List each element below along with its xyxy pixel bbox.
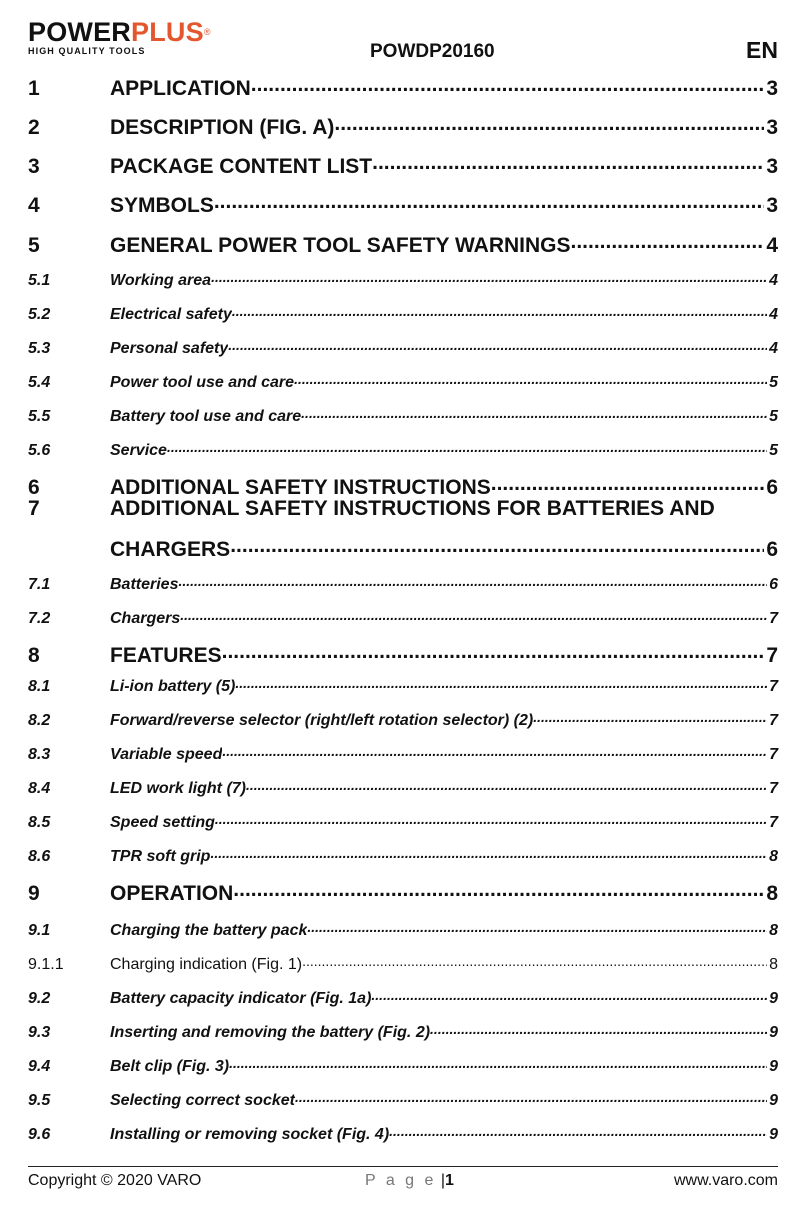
dot-leader	[246, 777, 767, 793]
toc-entry-page: 6	[769, 576, 778, 593]
toc-entry[interactable]	[28, 191, 778, 218]
toc-entry-title: Li-ion battery (5)	[110, 678, 236, 695]
dot-leader	[302, 953, 767, 969]
toc-entry-title: Speed setting	[110, 814, 215, 831]
toc-entry-page: 9	[769, 990, 778, 1007]
toc-entry-page: 8	[769, 922, 778, 939]
dot-leader	[307, 919, 767, 935]
dot-leader	[211, 269, 767, 285]
toc-entry-number: 8.2	[28, 712, 51, 729]
toc-entry-page: 4	[769, 340, 778, 357]
toc-entry[interactable]	[28, 919, 778, 940]
toc-entry-number: 5.3	[28, 340, 51, 357]
toc-entry-number: 9.3	[28, 1024, 51, 1041]
dot-leader	[222, 743, 767, 759]
toc-entry-title: Selecting correct socket	[110, 1092, 295, 1109]
toc-entry-title: Charging the battery pack	[110, 922, 308, 939]
website-link[interactable]: www.varo.com	[673, 1172, 778, 1189]
toc-entry-title: Variable speed	[110, 746, 223, 763]
toc-entry-title: Chargers	[110, 610, 181, 627]
page-separator: |	[440, 1172, 446, 1189]
toc-entry[interactable]	[28, 152, 778, 179]
footer-divider	[28, 1166, 778, 1167]
toc-entry[interactable]	[28, 1123, 778, 1144]
toc-entry[interactable]	[28, 987, 778, 1008]
dot-leader	[571, 231, 765, 252]
toc-entry-title: Charging indication (Fig. 1)	[110, 956, 303, 973]
toc-entry[interactable]	[28, 337, 778, 358]
dot-leader	[491, 473, 765, 494]
powerplus-logo	[28, 18, 211, 56]
toc-entry-number: 5.4	[28, 374, 51, 391]
dot-leader	[222, 641, 765, 662]
toc-entry[interactable]	[28, 535, 778, 562]
page-number: 1	[445, 1172, 454, 1189]
toc-entry-title: Electrical safety	[110, 306, 232, 323]
toc-entry[interactable]	[28, 879, 778, 906]
toc-entry[interactable]	[28, 641, 778, 668]
toc-entry-page: 6	[766, 538, 778, 561]
toc-entry-title: ADDITIONAL SAFETY INSTRUCTIONS	[110, 476, 491, 499]
toc-entry[interactable]	[28, 743, 778, 764]
toc-entry-page: 4	[769, 306, 778, 323]
toc-entry-number: 9.2	[28, 990, 51, 1007]
toc-entry-page: 7	[769, 678, 778, 695]
toc-entry-number: 7.2	[28, 610, 51, 627]
toc-entry-number: 5	[28, 234, 40, 257]
toc-entry-title-line1: ADDITIONAL SAFETY INSTRUCTIONS FOR BATTERIES AND	[110, 497, 715, 520]
dot-leader	[214, 191, 764, 212]
toc-entry-number: 6	[28, 476, 40, 499]
dot-leader	[430, 1021, 767, 1037]
toc-entry-number: 8.1	[28, 678, 51, 695]
dot-leader	[230, 535, 764, 556]
copyright-text: Copyright © 2020 VARO	[28, 1172, 202, 1189]
dot-leader	[232, 303, 767, 319]
dot-leader	[178, 573, 767, 589]
dot-leader	[301, 405, 767, 421]
dot-leader	[210, 845, 767, 861]
toc-entry-title: Inserting and removing the battery (Fig. 2)	[110, 1024, 431, 1041]
toc-entry[interactable]	[28, 845, 778, 866]
toc-entry[interactable]	[28, 113, 778, 140]
dot-leader	[167, 439, 767, 455]
toc-entry-page: 9	[769, 1024, 778, 1041]
toc-entry[interactable]	[28, 1089, 778, 1110]
dot-leader	[372, 152, 764, 173]
toc-entry-title: CHARGERS	[110, 538, 231, 561]
toc-entry-title: GENERAL POWER TOOL SAFETY WARNINGS	[110, 234, 571, 257]
toc-entry-page: 7	[769, 780, 778, 797]
toc-entry[interactable]	[28, 405, 778, 426]
dot-leader	[233, 879, 764, 900]
toc-entry-page: 4	[769, 272, 778, 289]
toc-entry-number: 8.6	[28, 848, 51, 865]
toc-entry-page: 3	[766, 116, 778, 139]
toc-entry-title: Installing or removing socket (Fig. 4)	[110, 1126, 390, 1143]
toc-entry-title: OPERATION	[110, 882, 234, 905]
toc-entry-page: 7	[766, 644, 778, 667]
toc-entry-number: 9.4	[28, 1058, 51, 1075]
toc-entry[interactable]	[28, 953, 778, 974]
dot-leader	[235, 675, 767, 691]
toc-entry-page: 8	[769, 956, 778, 973]
toc-entry-number: 4	[28, 194, 40, 217]
toc-entry-page: 4	[766, 234, 778, 257]
logo-wordmark: POWERPLUS®	[28, 17, 211, 47]
dot-leader	[180, 607, 767, 623]
toc-entry-number: 5.5	[28, 408, 51, 425]
toc-entry[interactable]	[28, 675, 778, 696]
toc-entry-page: 8	[766, 882, 778, 905]
toc-entry-page: 7	[769, 746, 778, 763]
toc-entry-title: Belt clip (Fig. 3)	[110, 1058, 230, 1075]
dot-leader	[294, 371, 767, 387]
toc-entry-number: 9	[28, 882, 40, 905]
toc-entry-title: LED work light (7)	[110, 780, 246, 797]
dot-leader	[251, 74, 765, 95]
toc-entry-page: 6	[766, 476, 778, 499]
toc-entry-title: SYMBOLS	[110, 194, 214, 217]
toc-entry[interactable]	[28, 777, 778, 798]
toc-entry[interactable]	[28, 1055, 778, 1076]
toc-entry-number-wrapper	[28, 497, 778, 521]
dot-leader	[371, 987, 767, 1003]
toc-entry-title: Working area	[110, 272, 212, 289]
toc-entry-page: 3	[766, 194, 778, 217]
toc-entry-title: Power tool use and care	[110, 374, 295, 391]
toc-entry-number: 7	[28, 497, 40, 520]
toc-entry-title: Forward/reverse selector (right/left rotation selector) (2)	[110, 712, 534, 729]
page-header	[28, 18, 778, 68]
toc-entry-page: 5	[769, 374, 778, 391]
page-label: P a g e	[365, 1172, 437, 1189]
toc-entry-number: 5.6	[28, 442, 51, 459]
toc-entry-title: Personal safety	[110, 340, 229, 357]
toc-entry[interactable]	[28, 303, 778, 324]
logo-tagline: HIGH QUALITY TOOLS	[28, 46, 146, 56]
toc-entry-page: 9	[769, 1058, 778, 1075]
toc-entry-number: 3	[28, 155, 40, 178]
toc-entry-number: 8.4	[28, 780, 51, 797]
toc-entry-number: 9.6	[28, 1126, 51, 1143]
toc-entry[interactable]	[28, 371, 778, 392]
toc-entry[interactable]	[28, 439, 778, 460]
toc-entry-title: Battery capacity indicator (Fig. 1a)	[110, 990, 372, 1007]
page-indicator	[365, 1172, 454, 1190]
toc-entry-page: 7	[769, 712, 778, 729]
toc-entry[interactable]	[28, 473, 778, 500]
toc-entry[interactable]	[28, 1021, 778, 1042]
toc-entry-number: 5.2	[28, 306, 51, 323]
model-number: POWDP20160	[370, 41, 495, 62]
toc-entry-title: APPLICATION	[110, 77, 251, 100]
dot-leader	[228, 337, 767, 353]
toc-entry-title: TPR soft grip	[110, 848, 211, 865]
toc-entry[interactable]	[28, 231, 778, 258]
toc-entry-page: 8	[769, 848, 778, 865]
toc-entry-number: 7.1	[28, 576, 51, 593]
toc-entry-title: Battery tool use and care	[110, 408, 302, 425]
toc-entry-title: PACKAGE CONTENT LIST	[110, 155, 373, 178]
toc-entry-number: 8.3	[28, 746, 51, 763]
dot-leader	[295, 1089, 767, 1105]
toc-entry-number: 1	[28, 77, 40, 100]
toc-entry-page: 9	[769, 1092, 778, 1109]
toc-entry[interactable]	[28, 709, 778, 730]
toc-entry-number: 8.5	[28, 814, 51, 831]
toc-entry-title: Service	[110, 442, 167, 459]
toc-entry-page: 7	[769, 610, 778, 627]
toc-entry-title: DESCRIPTION (FIG. A)	[110, 116, 335, 139]
toc-entry-page: 3	[766, 77, 778, 100]
toc-entry-number: 9.1	[28, 922, 51, 939]
dot-leader	[533, 709, 767, 725]
toc-entry-page: 5	[769, 408, 778, 425]
language-code: EN	[746, 37, 778, 63]
toc-entry[interactable]	[28, 573, 778, 594]
dot-leader	[229, 1055, 767, 1071]
toc-entry[interactable]	[28, 74, 778, 101]
dot-leader	[215, 811, 767, 827]
toc-entry-title: FEATURES	[110, 644, 222, 667]
toc-entry-page: 5	[769, 442, 778, 459]
toc-entry-number: 9.5	[28, 1092, 51, 1109]
toc-entry-number: 5.1	[28, 272, 51, 289]
toc-entry-page: 9	[769, 1126, 778, 1143]
toc-entry[interactable]	[28, 607, 778, 628]
dot-leader	[389, 1123, 767, 1139]
toc-entry-title: Batteries	[110, 576, 179, 593]
dot-leader	[334, 113, 764, 134]
toc-entry[interactable]	[28, 269, 778, 290]
toc-entry-number: 8	[28, 644, 40, 667]
toc-entry-page: 7	[769, 814, 778, 831]
toc-entry-number: 2	[28, 116, 40, 139]
toc-entry-number: 9.1.1	[28, 956, 64, 973]
toc-entry[interactable]	[28, 811, 778, 832]
toc-entry-page: 3	[766, 155, 778, 178]
